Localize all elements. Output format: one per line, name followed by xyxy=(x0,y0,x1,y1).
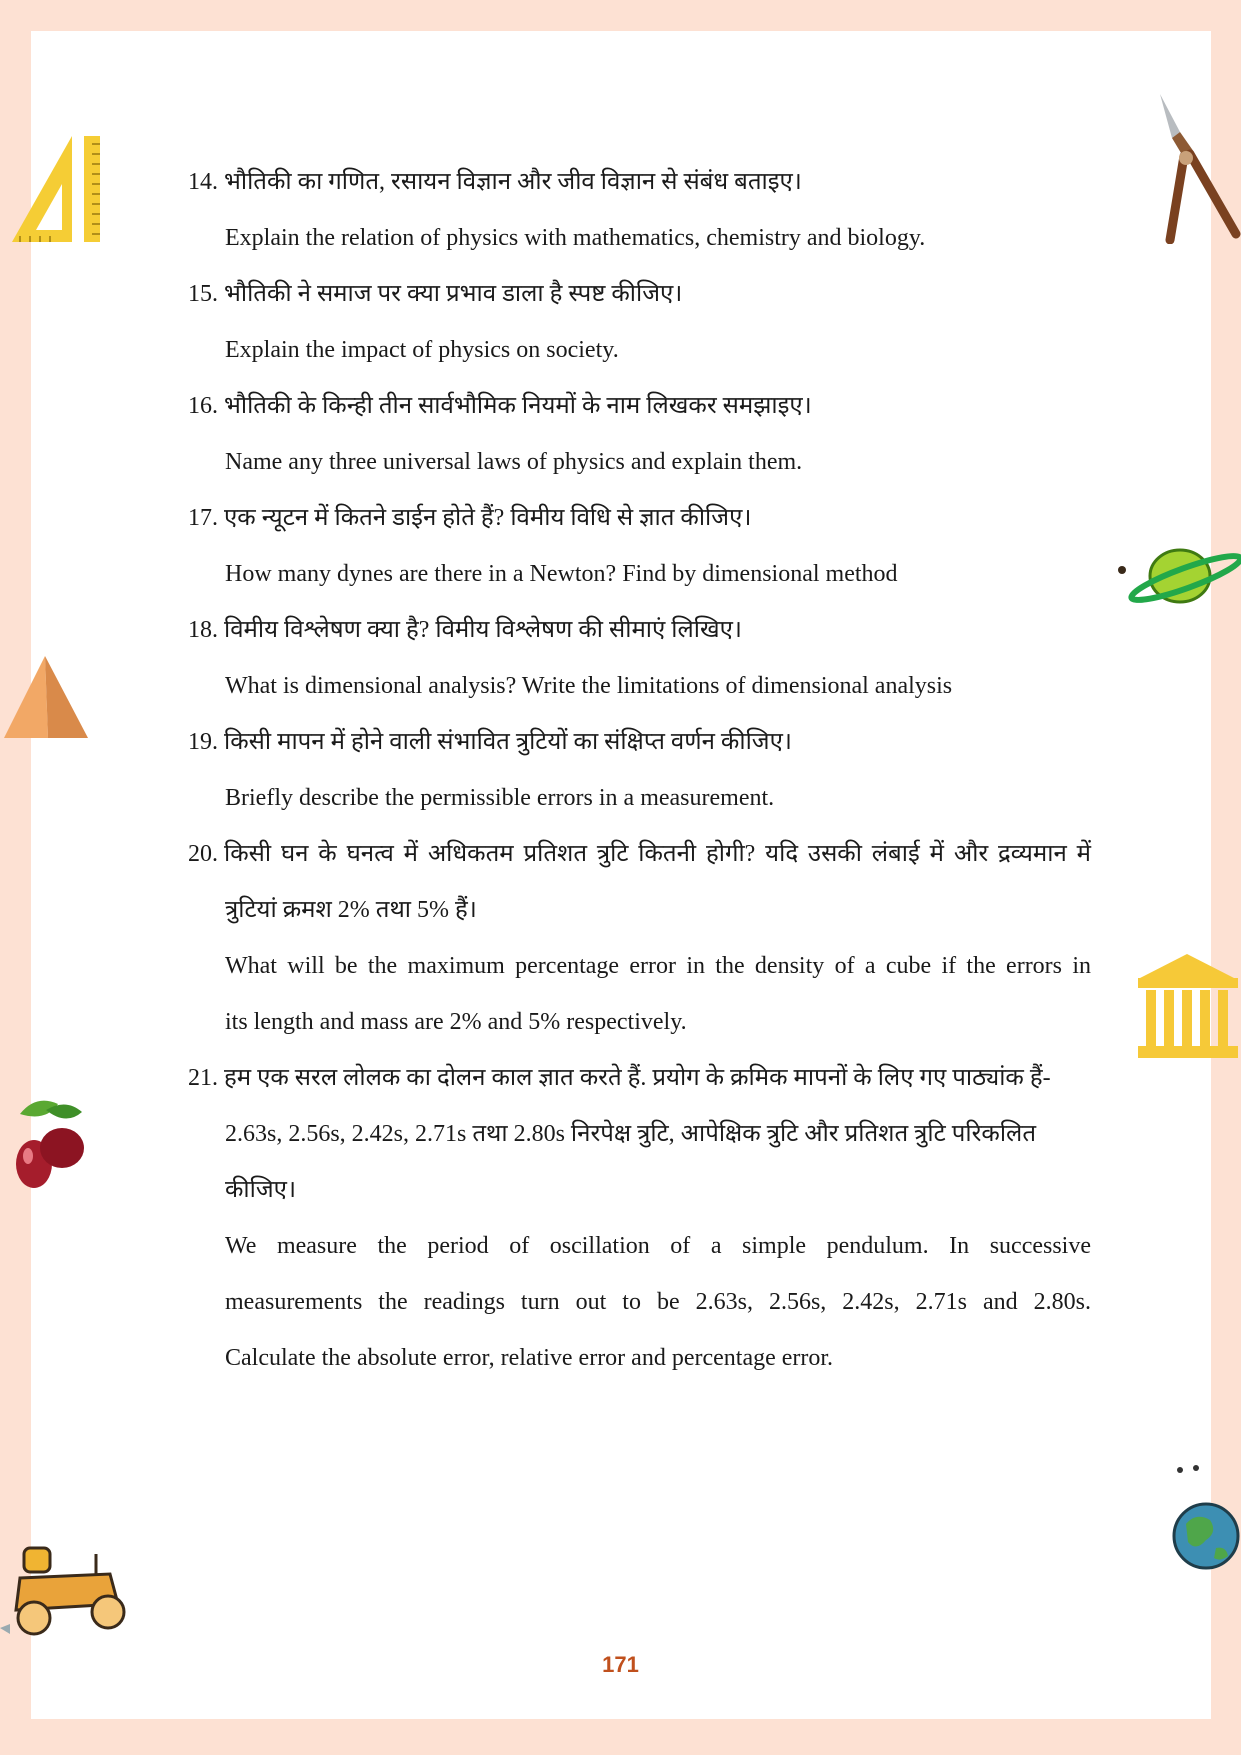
question-17 xyxy=(188,490,1091,602)
question-hindi-text: भौतिकी के किन्ही तीन सार्वभौमिक नियमों के नाम लिखकर समझाइए। xyxy=(224,393,812,419)
page-number: 171 xyxy=(602,1652,639,1677)
question-14 xyxy=(188,154,1091,266)
question-english-text: What is dimensional analysis? Write the limitations of dimensional analysis xyxy=(225,673,953,699)
question-number: 19. xyxy=(188,729,218,755)
planet-saturn-icon xyxy=(1116,540,1241,612)
greek-temple-icon xyxy=(1134,950,1241,1060)
globe-icon xyxy=(1166,1462,1241,1572)
question-21 xyxy=(188,1050,1091,1386)
pliers-icon xyxy=(1150,92,1241,244)
question-english-text: Explain the impact of physics on society. xyxy=(225,337,619,363)
question-hindi-text: कीजिए। xyxy=(225,1177,297,1203)
question-english-text: Calculate the absolute error, relative error and percentage error. xyxy=(225,1345,834,1371)
question-hindi-text: त्रुटियां क्रमश 2% तथा 5% हैं। xyxy=(225,897,477,923)
question-hindi-text: किसी घन के घनत्व में अधिकतम प्रतिशत त्रुटि कितनी होगी? यदि उसकी लंबाई में और द्रव्यमान में xyxy=(224,841,1091,867)
question-number: 15. xyxy=(188,281,218,307)
question-hindi-text: विमीय विश्लेषण क्या है? विमीय विश्लेषण की सीमाएं लिखिए। xyxy=(224,617,742,643)
question-hindi-text: किसी मापन में होने वाली संभावित त्रुटियों का संक्षिप्त वर्णन कीजिए। xyxy=(224,729,792,755)
question-number: 17. xyxy=(188,505,218,531)
question-number: 18. xyxy=(188,617,218,643)
question-hindi-text: 2.63s, 2.56s, 2.42s, 2.71s तथा 2.80s निरपेक्ष त्रुटि, आपेक्षिक त्रुटि और प्रतिशत त्रुटि परिकलित xyxy=(225,1121,1037,1147)
question-english-text: What will be the maximum percentage error in the density of a cube if the errors in xyxy=(225,953,1091,979)
set-square-ruler-icon xyxy=(8,132,104,244)
old-car-icon xyxy=(0,1534,130,1644)
question-english-text: Explain the relation of physics with mathematics, chemistry and biology. xyxy=(225,225,926,251)
question-number: 20. xyxy=(188,841,218,867)
question-english-text: measurements the readings turn out to be 2.63s, 2.56s, 2.42s, 2.71s and 2.80s. xyxy=(225,1289,1091,1315)
question-number: 21. xyxy=(188,1065,218,1091)
question-18 xyxy=(188,602,1091,714)
question-english-text: How many dynes are there in a Newton? Find by dimensional method xyxy=(225,561,898,587)
question-20 xyxy=(188,826,1091,1050)
question-hindi-text: एक न्यूटन में कितने डाईन होते हैं? विमीय विधि से ज्ञात कीजिए। xyxy=(224,505,752,531)
question-english-text: Briefly describe the permissible errors in a measurement. xyxy=(225,785,775,811)
question-list xyxy=(188,154,1091,1386)
cherries-icon xyxy=(6,1092,90,1196)
question-english-text: Name any three universal laws of physics and explain them. xyxy=(225,449,803,475)
question-english-text: We measure the period of oscillation of a simple pendulum. In successive xyxy=(225,1233,1091,1259)
question-hindi-text: भौतिकी का गणित, रसायन विज्ञान और जीव विज्ञान से संबंध बताइए। xyxy=(224,169,802,195)
question-hindi-text: हम एक सरल लोलक का दोलन काल ज्ञात करते हैं. प्रयोग के क्रमिक मापनों के लिए गए पाठ्यांक हैं- xyxy=(224,1065,1051,1091)
question-english-text: its length and mass are 2% and 5% respectively. xyxy=(225,1009,687,1035)
question-15 xyxy=(188,266,1091,378)
question-hindi-text: भौतिकी ने समाज पर क्या प्रभाव डाला है स्पष्ट कीजिए। xyxy=(224,281,683,307)
pyramid-icon xyxy=(2,654,88,740)
question-number: 14. xyxy=(188,169,218,195)
question-19 xyxy=(188,714,1091,826)
question-number: 16. xyxy=(188,393,218,419)
question-16 xyxy=(188,378,1091,490)
